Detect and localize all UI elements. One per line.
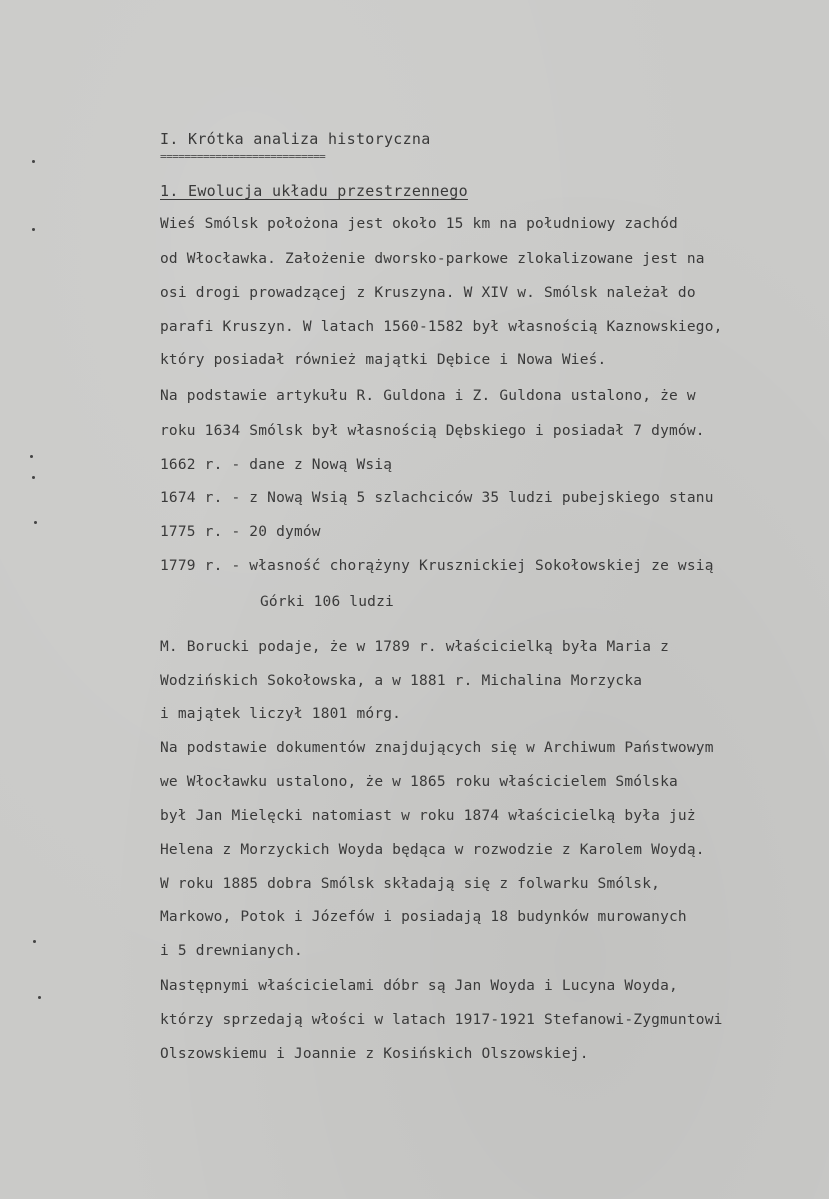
text-line: Wodzińskich Sokołowska, a w 1881 r. Michalina Morzycka (160, 673, 643, 689)
text-line: 1674 r. - z Nową Wsią 5 szlachciców 35 ludzi pubejskiego stanu (160, 490, 714, 506)
title-double-rule: =========================== (160, 150, 326, 163)
text-line: który posiadał również majątki Dębice i Nowa Wieś. (160, 352, 607, 368)
margin-speck (32, 476, 35, 479)
margin-speck (32, 228, 35, 231)
text-line: Wieś Smólsk położona jest około 15 km na południowy zachód (160, 216, 678, 232)
text-line: 1779 r. - własność chorążyny Krusznickiej Sokołowskiej ze wsią (160, 558, 714, 574)
text-line: 1775 r. - 20 dymów (160, 524, 321, 540)
text-line: którzy sprzedają włości w latach 1917-1921 Stefanowi-Zygmuntowi (160, 1012, 723, 1028)
text-line: od Włocławka. Założenie dworsko-parkowe zlokalizowane jest na (160, 251, 705, 267)
margin-speck (32, 160, 35, 163)
text-line: Następnymi właścicielami dóbr są Jan Woyda i Lucyna Woyda, (160, 978, 678, 994)
text-line: Helena z Morzyckich Woyda będąca w rozwodzie z Karolem Woydą. (160, 842, 705, 858)
text-line: osi drogi prowadzącej z Kruszyna. W XIV w. Smólsk należał do (160, 285, 696, 301)
text-line: był Jan Mielęcki natomiast w roku 1874 właścicielką była już (160, 808, 696, 824)
text-line-indented: Górki 106 ludzi (260, 594, 394, 610)
section-heading: 1. Ewolucja układu przestrzennego (160, 182, 468, 200)
text-line: Na podstawie dokumentów znajdujących się w Archiwum Państwowym (160, 740, 714, 756)
margin-speck (34, 521, 37, 524)
text-line: Markowo, Potok i Józefów i posiadają 18 budynków murowanych (160, 909, 687, 925)
document-title: I. Krótka analiza historyczna (160, 130, 431, 148)
text-line: M. Borucki podaje, że w 1789 r. właścicielką była Maria z (160, 639, 669, 655)
margin-speck (38, 996, 41, 999)
text-line: i 5 drewnianych. (160, 943, 303, 959)
text-line: parafi Kruszyn. W latach 1560-1582 był własnością Kaznowskiego, (160, 319, 723, 335)
text-line: W roku 1885 dobra Smólsk składają się z folwarku Smólsk, (160, 876, 661, 892)
text-line: Olszowskiemu i Joannie z Kosińskich Olszowskiej. (160, 1046, 589, 1062)
margin-speck (33, 940, 36, 943)
margin-speck (30, 455, 33, 458)
text-line: i majątek liczył 1801 mórg. (160, 706, 402, 722)
text-line: 1662 r. - dane z Nową Wsią (160, 457, 393, 473)
text-line: roku 1634 Smólsk był własnością Dębskiego i posiadał 7 dymów. (160, 423, 705, 439)
text-line: we Włocławku ustalono, że w 1865 roku właścicielem Smólska (160, 774, 678, 790)
text-line: Na podstawie artykułu R. Guldona i Z. Guldona ustalono, że w (160, 388, 696, 404)
